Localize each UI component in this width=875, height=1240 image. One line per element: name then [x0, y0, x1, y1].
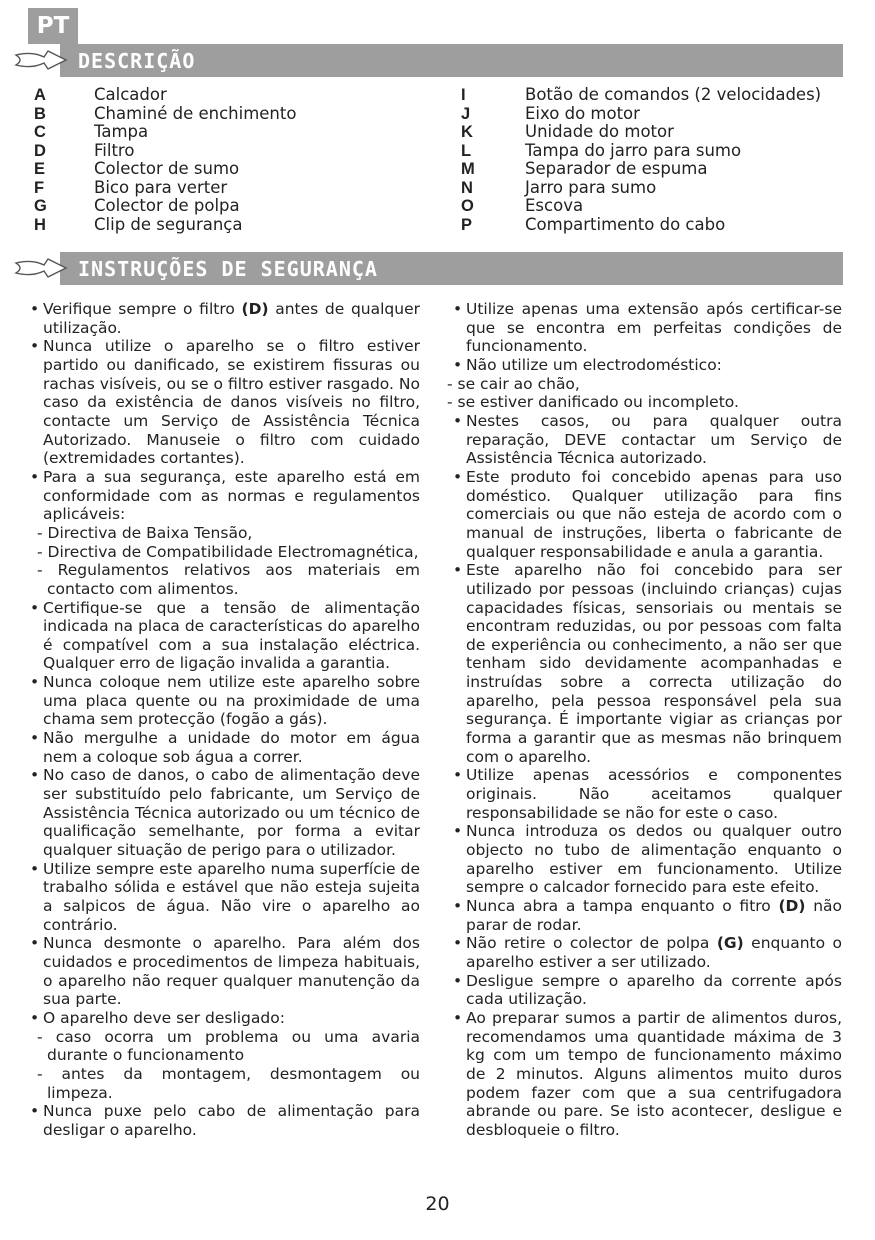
- page-number: 20: [425, 1193, 450, 1215]
- part-letter: J: [461, 104, 471, 123]
- list-item: [34, 123, 296, 142]
- list-item: • Nunca introduza os dedos ou qualquer outro objecto no tubo de alimentação enquanto o aparelho estiver em funcionamento. Utilize sempre o calcador fornecido para este efeito.: [453, 822, 842, 897]
- parts-list-right: [461, 86, 821, 234]
- text: Verifique sempre o filtro: [43, 300, 242, 318]
- list-item: • Certifique-se que a tensão de alimentação indicada na placa de características do aparelho é compatível com a sua instalação eléctrica. Qualquer erro de ligação invalida a garantia.: [30, 599, 420, 674]
- part-label: Calcador: [94, 85, 167, 104]
- part-letter: K: [461, 123, 473, 141]
- arrow-icon: [14, 45, 74, 75]
- list-item: [30, 300, 420, 337]
- part-label: Compartimento do cabo: [525, 214, 726, 234]
- list-item: • Este produto foi concebido apenas para uso doméstico. Qualquer utilização para fins comerciais ou que não esteja de acordo com o manual de instruções, liberta o fabricante de qualquer responsabilidade e anula a garantia.: [453, 468, 842, 561]
- part-reference: (D): [241, 300, 269, 318]
- part-letter: P: [461, 215, 473, 234]
- list-item: • Este aparelho não foi concebido para ser utilizado por pessoas (incluindo crianças) cujas capacidades físicas, sensoriais ou mentais se encontram reduzidas, ou por pessoas com falta de experiência ou conhecimento, a não ser que tenham sido devidamente acompanhadas e instruídas sobre a correcta utilização do aparelho, pela pessoa responsável pela sua segurança. É importante vigiar as crianças por forma a garantir que as mesmas não brinquem com o aparelho.: [453, 561, 842, 766]
- list-item: [34, 179, 296, 198]
- part-letter: H: [34, 215, 46, 234]
- part-label: Colector de sumo: [94, 159, 240, 178]
- description-title: DESCRIÇÃO: [78, 49, 196, 73]
- description-header-bar: [60, 44, 843, 77]
- list-item: • Nunca puxe pelo cabo de alimentação para desligar o aparelho.: [30, 1102, 420, 1139]
- sub-item: - se cair ao chão,: [447, 374, 580, 393]
- part-label: Separador de espuma: [525, 159, 708, 178]
- part-letter: E: [34, 160, 46, 178]
- list-item: [34, 216, 296, 235]
- list-item: • Nunca coloque nem utilize este aparelho sobre uma placa quente ou na proximidade de uma chama sem protecção (fogão a gás).: [30, 673, 420, 729]
- part-reference: (G): [716, 934, 744, 953]
- list-item: • Nunca desmonte o aparelho. Para além dos cuidados e procedimentos de limpeza habituais, o aparelho não requer qualquer manutenção da sua parte.: [30, 934, 420, 1009]
- text: antes de qualquer utilização.: [43, 300, 420, 337]
- part-letter: O: [461, 197, 474, 215]
- list-item: • Nunca utilize o aparelho se o filtro estiver partido ou danificado, se existirem fissuras ou rachas visíveis, ou se o filtro estiver rasgado. No caso da existência de danos visíveis no filtro, contacte um Serviço de Assistência Técnica Autorizado. Manuseie o filtro com cuidado (extremidades cortantes).: [30, 337, 420, 468]
- part-letter: A: [34, 86, 46, 104]
- part-label: Jarro para sumo: [525, 177, 657, 197]
- text: não parar de rodar.: [466, 897, 842, 934]
- part-letter: F: [34, 178, 45, 197]
- part-letter: M: [461, 160, 475, 178]
- list-item: [461, 216, 821, 235]
- text: Não retire o colector de polpa: [466, 934, 717, 953]
- part-label: Eixo do motor: [525, 103, 640, 123]
- part-letter: C: [34, 123, 46, 141]
- list-item: • Não mergulhe a unidade do motor em água nem a coloque sob água a correr.: [30, 729, 420, 766]
- list-item: • Utilize apenas acessórios e componentes originais. Não aceitamos qualquer responsabilidade se não for este o caso.: [453, 766, 842, 822]
- list-item: • Não utilize um electrodoméstico:: [453, 356, 842, 375]
- part-label: Chaminé de enchimento: [94, 103, 297, 123]
- list-item: • Nestes casos, ou para qualquer outra reparação, DEVE contactar um Serviço de Assistência Técnica autorizado.: [453, 412, 842, 468]
- parts-list-left: [34, 86, 296, 234]
- language-tab: PT: [28, 8, 78, 44]
- safety-header-bar: [60, 252, 843, 285]
- list-item: • Utilize sempre este aparelho numa superfície de trabalho sólida e estável que não esteja sujeita a salpicos de água. Não vire o aparelho ao contrário.: [30, 860, 420, 935]
- part-label: Unidade do motor: [525, 122, 674, 141]
- safety-column-right: [447, 300, 842, 1140]
- arrow-icon: [14, 253, 74, 283]
- part-label: Bico para verter: [94, 177, 228, 197]
- safety-title: INSTRUÇÕES DE SEGURANÇA: [78, 257, 378, 281]
- list-item: • No caso de danos, o cabo de alimentação deve ser substituído pelo fabricante, um Serviço de Assistência Técnica autorizado ou um técnico de qualificação semelhante, por forma a evitar qualquer situação de perigo para o utilizador.: [30, 766, 420, 859]
- text: Nunca abra a tampa enquanto o fitro: [466, 897, 779, 915]
- sub-item: - caso ocorra um problema ou uma avaria durante o funcionamento: [37, 1027, 420, 1065]
- list-item: [461, 142, 821, 161]
- part-letter: B: [34, 104, 46, 123]
- list-item: [34, 86, 296, 105]
- list-item: [461, 179, 821, 198]
- list-item: [461, 86, 821, 105]
- list-item: [461, 160, 821, 179]
- sub-item: - Directiva de Compatibilidade Electromagnética,: [37, 542, 419, 561]
- part-letter: N: [461, 178, 473, 197]
- part-letter: I: [461, 86, 466, 104]
- list-item: • O aparelho deve ser desligado:: [30, 1009, 420, 1028]
- list-item: [461, 123, 821, 142]
- list-item: [453, 897, 842, 934]
- list-item: [34, 160, 296, 179]
- safety-column-left: [30, 300, 420, 1140]
- list-item: • Ao preparar sumos a partir de alimentos duros, recomendamos uma quantidade máxima de 3 kg com um tempo de funcionamento máximo de 2 minutos. Alguns alimentos muito duros podem fazer com que a sua centrifugadora abrande ou pare. Se isto acontecer, desligue e desbloqueie o filtro.: [453, 1009, 842, 1140]
- list-item: [461, 105, 821, 124]
- part-letter: L: [461, 141, 472, 160]
- list-item: • Para a sua segurança, este aparelho está em conformidade com as normas e regulamentos aplicáveis:: [30, 468, 420, 524]
- sub-item: - Regulamentos relativos aos materiais em contacto com alimentos.: [37, 561, 420, 598]
- list-item: [461, 197, 821, 216]
- list-item: • Desligue sempre o aparelho da corrente após cada utilização.: [453, 972, 842, 1009]
- part-label: Filtro: [94, 140, 135, 160]
- part-label: Colector de polpa: [94, 196, 240, 215]
- list-item: • Utilize apenas uma extensão após certificar-se que se encontra em perfeitas condições de funcionamento.: [453, 300, 842, 356]
- part-label: Botão de comandos (2 velocidades): [525, 85, 822, 104]
- list-item: [453, 934, 842, 971]
- sub-item: - Directiva de Baixa Tensão,: [37, 523, 253, 542]
- part-label: Tampa: [94, 122, 149, 141]
- list-item: [34, 197, 296, 216]
- text: enquanto o aparelho estiver a ser utilizado.: [466, 934, 842, 971]
- sub-item: - antes da montagem, desmontagem ou limpeza.: [37, 1064, 420, 1102]
- part-label: Tampa do jarro para sumo: [525, 140, 742, 160]
- part-label: Escova: [525, 196, 584, 215]
- list-item: [34, 142, 296, 161]
- sub-item: - se estiver danificado ou incompleto.: [447, 393, 739, 412]
- part-letter: G: [34, 197, 47, 215]
- part-label: Clip de segurança: [94, 214, 243, 234]
- part-reference: (D): [778, 897, 806, 915]
- list-item: [34, 105, 296, 124]
- part-letter: D: [34, 141, 46, 160]
